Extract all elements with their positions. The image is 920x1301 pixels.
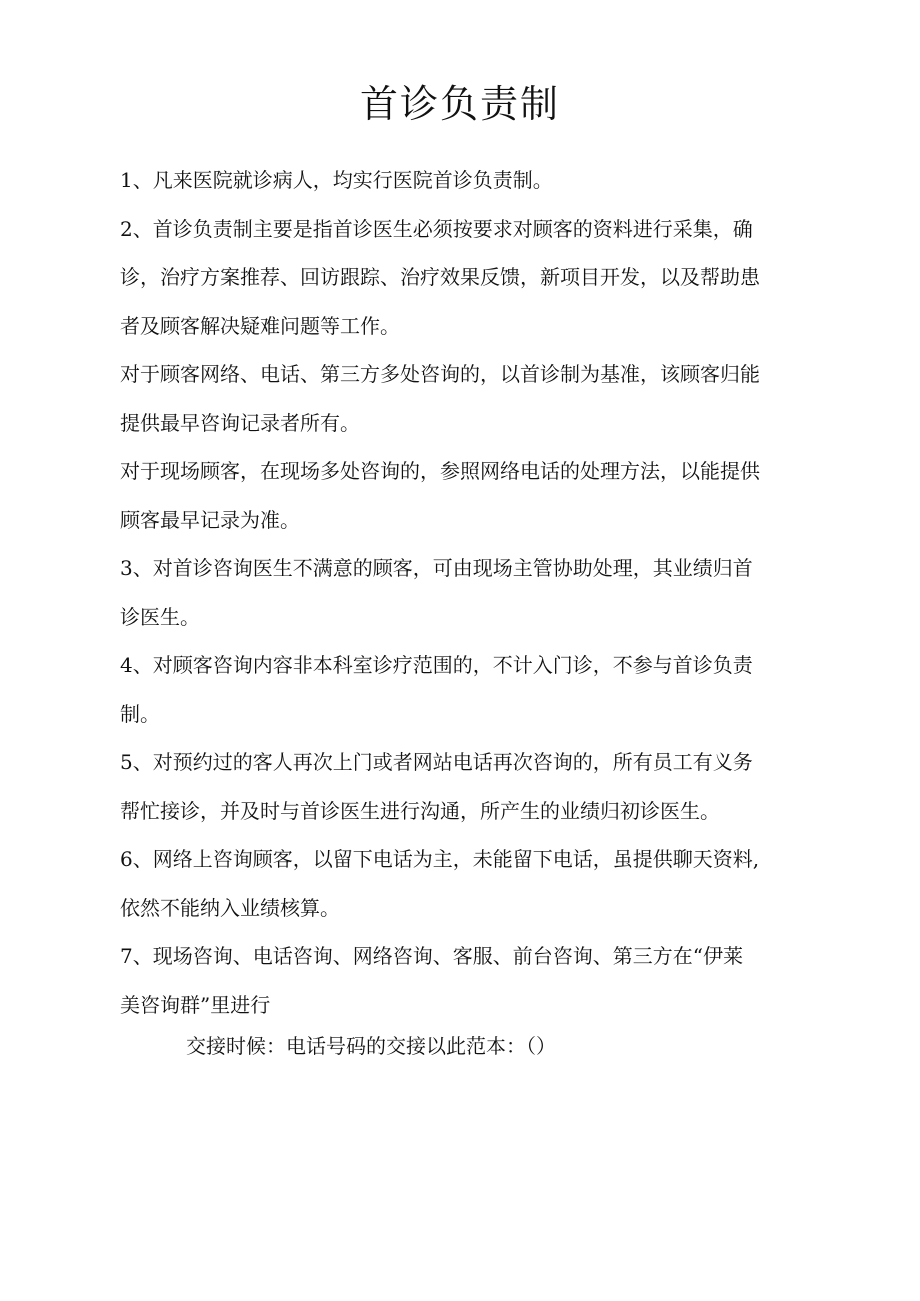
body-line-11: 4、对顾客咨询内容非本科室诊疗范围的，不计入门诊，不参与首诊负责 <box>120 653 753 677</box>
document-title: 首诊负责制 <box>359 82 560 126</box>
body-line-8: 顾客最早记录为准。 <box>120 507 300 532</box>
body-line-14: 帮忙接诊，并及时与首诊医生进行沟通，所产生的业绩归初诊医生。 <box>120 798 720 823</box>
body-line-3: 诊，治疗方案推荐、回访跟踪、治疗效果反馈，新项目开发，以及帮助患 <box>120 265 760 289</box>
body-line-18: 美咨询群”里进行 <box>120 992 271 1017</box>
body-line-9: 3、对首诊咨询医生不满意的顾客，可由现场主管协助处理，其业绩归首 <box>120 556 753 580</box>
document-body <box>120 156 810 1071</box>
body-line-12: 制。 <box>120 701 160 726</box>
body-line-13: 5、对预约过的客人再次上门或者网站电话再次咨询的，所有员工有义务 <box>120 750 753 774</box>
body-line-17: 7、现场咨询、电话咨询、网络咨询、客服、前台咨询、第三方在“伊莱 <box>120 944 743 968</box>
body-line-5: 对于顾客网络、电话、第三方多处咨询的，以首诊制为基准，该顾客归能 <box>120 362 760 386</box>
body-line-15: 6、网络上咨询顾客，以留下电话为主，未能留下电话，虽提供聊天资料, <box>120 847 760 871</box>
body-line-7: 对于现场顾客，在现场多处咨询的，参照网络电话的处理方法，以能提供 <box>120 459 760 483</box>
body-line-16: 依然不能纳入业绩核算。 <box>120 895 340 920</box>
body-line-2: 2、首诊负责制主要是指首诊医生必须按要求对顾客的资料进行采集，确 <box>120 216 753 241</box>
body-paragraphs <box>120 156 810 1071</box>
body-line-10: 诊医生。 <box>120 604 200 629</box>
body-line-4: 者及顾客解决疑难问题等工作。 <box>120 313 400 338</box>
handover-line: 交接时候：电话号码的交接以此范本：（） <box>186 1034 556 1058</box>
body-line-6: 提供最早咨询记录者所有。 <box>120 410 360 435</box>
body-line-1: 1、凡来医院就诊病人，均实行医院首诊负责制。 <box>120 168 553 192</box>
